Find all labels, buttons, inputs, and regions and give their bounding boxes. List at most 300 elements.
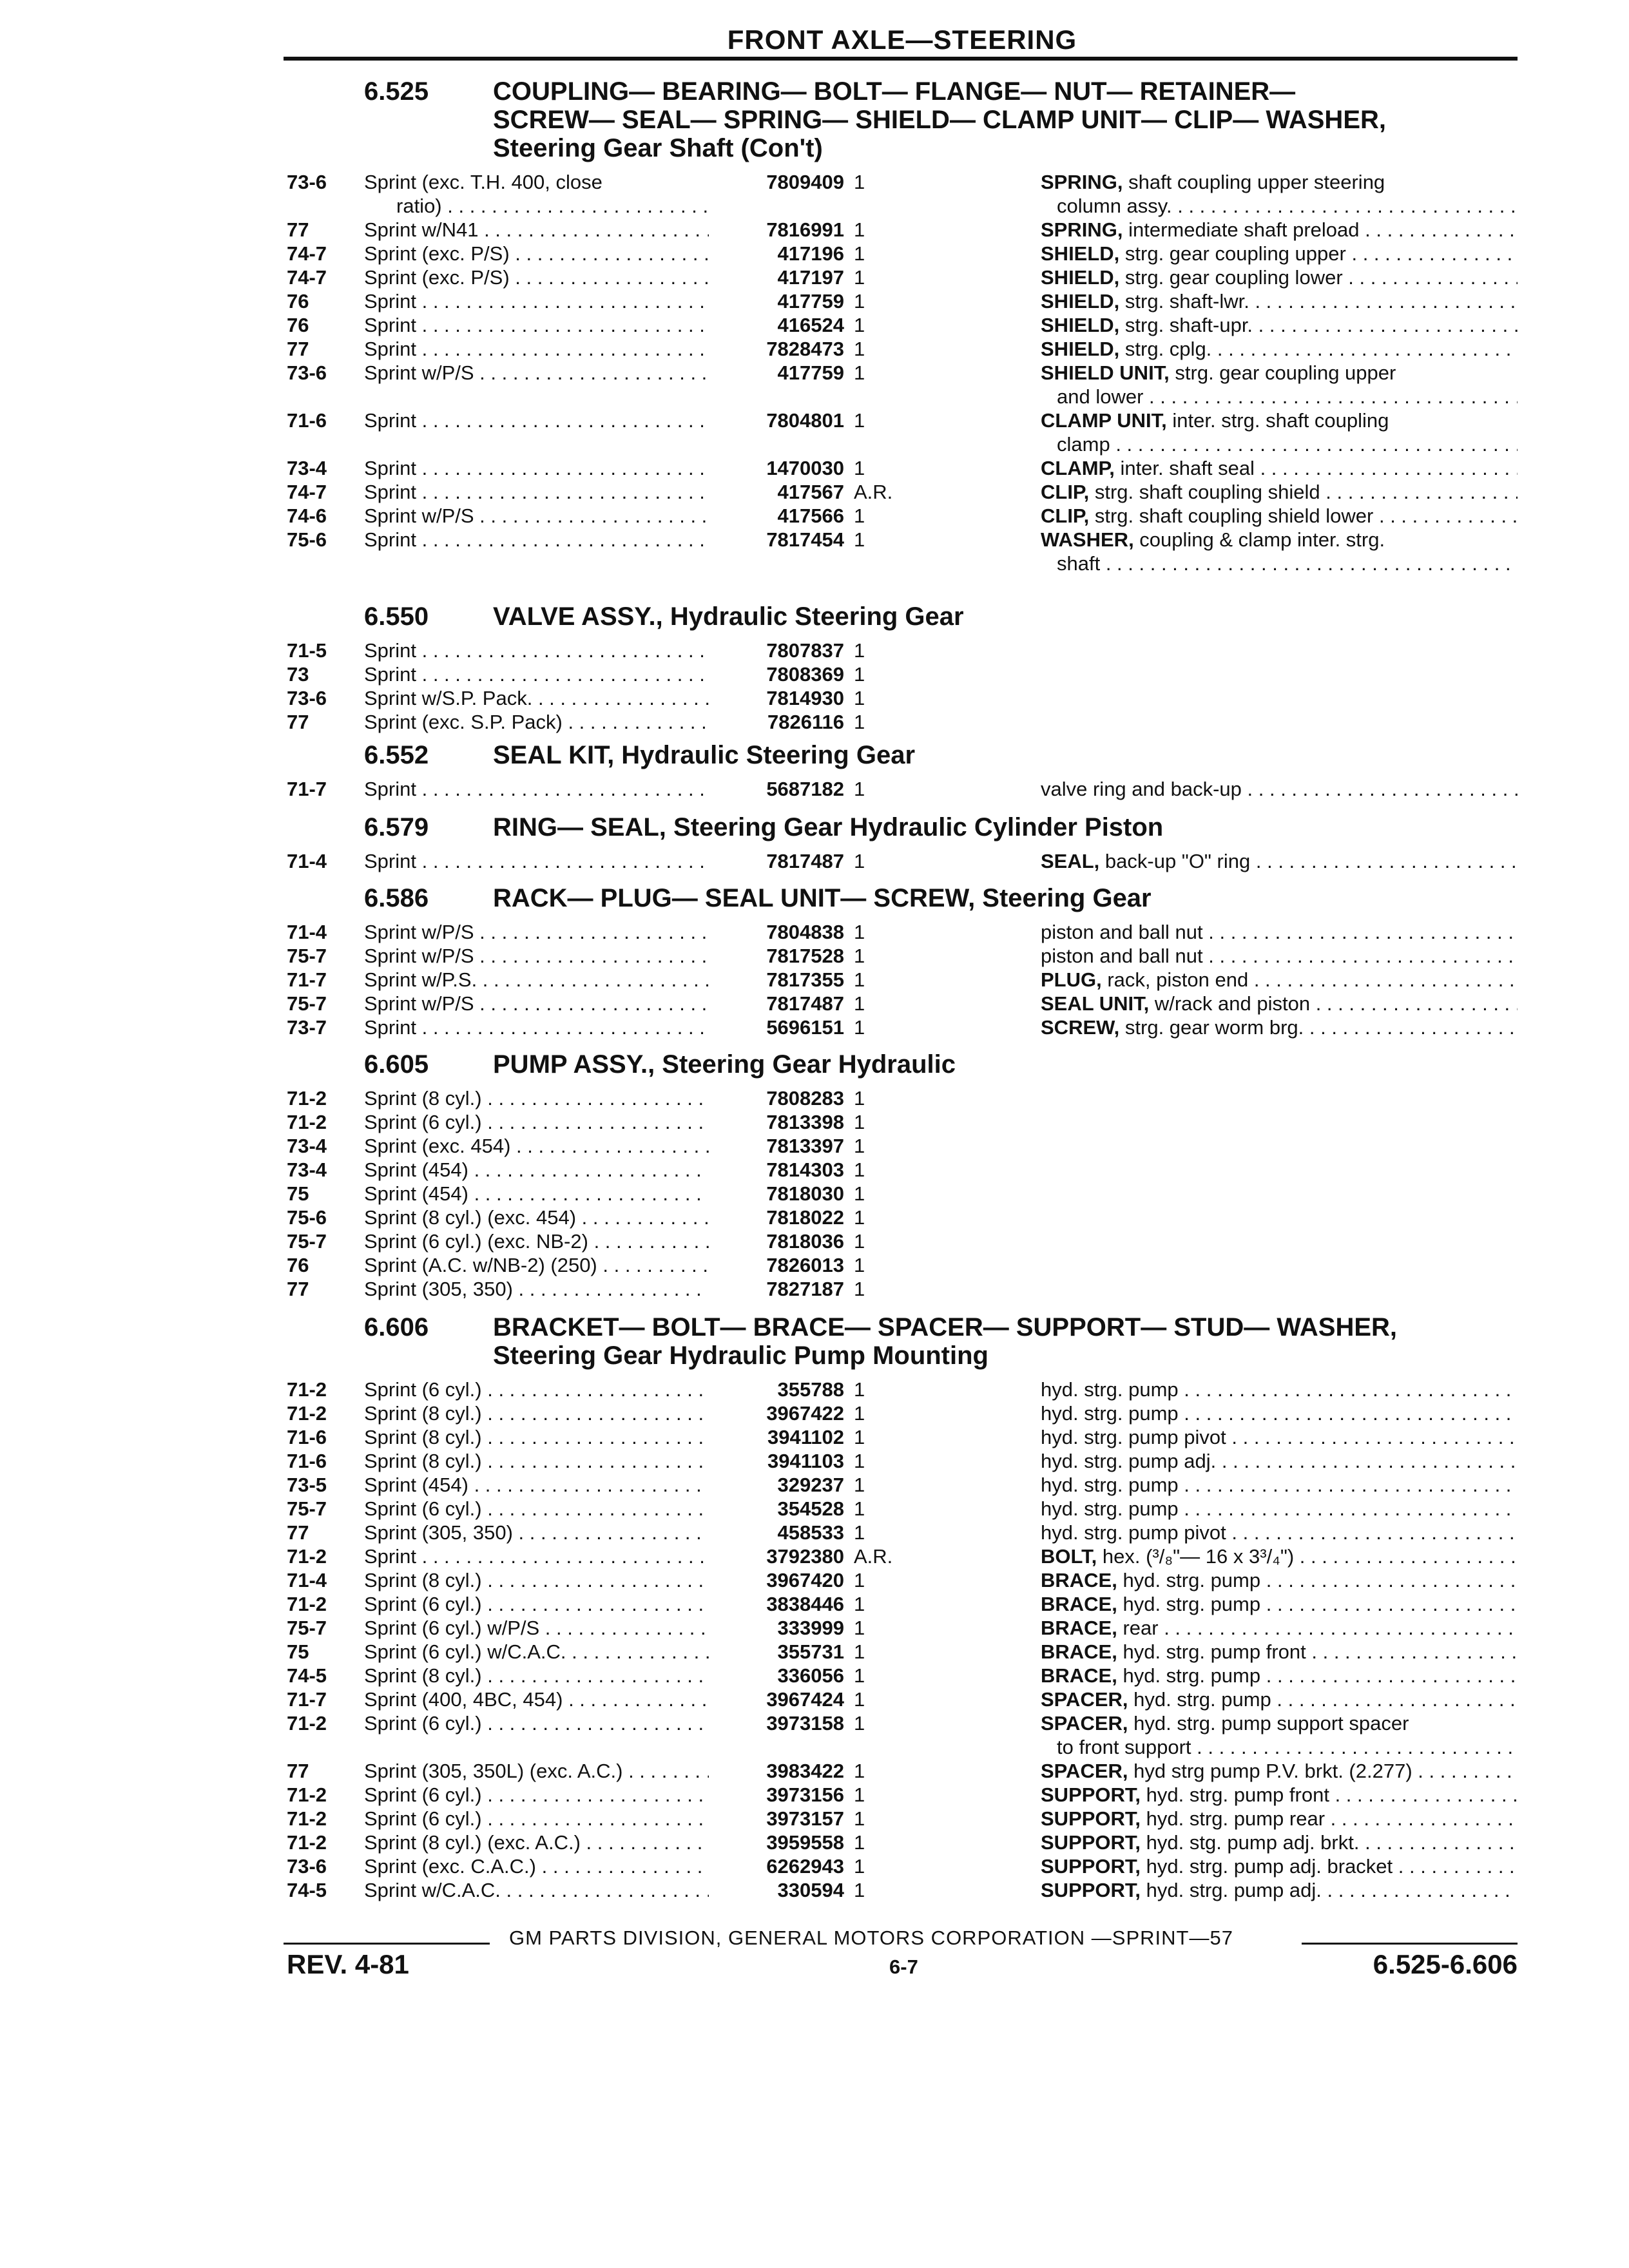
quantity: 1 <box>854 711 865 733</box>
figure-ref: 71-2 <box>287 1783 327 1806</box>
figure-ref: 73-6 <box>287 1855 327 1878</box>
quantity: 1 <box>854 1254 865 1276</box>
part-description-cont: to front support . . . <box>1057 1735 1518 1759</box>
quantity: 1 <box>854 968 865 991</box>
quantity: 1 <box>854 1760 865 1782</box>
part-description <box>1041 1759 1518 1783</box>
part-detail: strg. shaft-upr. <box>1119 314 1253 336</box>
part-description <box>1041 313 1518 337</box>
part-description <box>1041 408 1518 432</box>
part-number: 3973156 <box>766 1783 844 1806</box>
part-detail: hyd. strg. pump <box>1041 1497 1179 1520</box>
parts-list <box>0 1378 1629 1902</box>
part-name: CLAMP, <box>1041 457 1115 479</box>
part-number: 3967420 <box>766 1569 844 1591</box>
quantity: 1 <box>854 1087 865 1110</box>
quantity: 1 <box>854 778 865 800</box>
figure-ref: 73-6 <box>287 687 327 709</box>
part-number: 7817528 <box>766 945 844 967</box>
part-description <box>1041 992 1518 1015</box>
section-title-line: SCREW— SEAL— SPRING— SHIELD— CLAMP UNIT— CLIP— WASHER, <box>493 106 1386 134</box>
quantity: 1 <box>854 409 865 432</box>
part-detail: hyd. stg. pump adj. brkt. <box>1141 1831 1360 1854</box>
part-description <box>1041 1378 1518 1401</box>
quantity: 1 <box>854 850 865 872</box>
part-name: CLIP, <box>1041 481 1090 503</box>
part-number: 417759 <box>777 361 844 384</box>
section-number: 6.525 <box>364 77 429 106</box>
part-number: 7814930 <box>766 687 844 709</box>
section-heading <box>364 813 1524 841</box>
section-6-552 <box>0 741 1629 801</box>
part-description <box>1041 1854 1518 1878</box>
quantity: 1 <box>854 528 865 551</box>
figure-ref: 75-7 <box>287 945 327 967</box>
part-description-cont: clamp . . . <box>1057 432 1518 456</box>
part-detail: hyd. strg. pump pivot <box>1041 1426 1226 1448</box>
section-title-line: VALVE ASSY., Hydraulic Steering Gear <box>493 602 964 631</box>
figure-ref: 74-7 <box>287 242 327 265</box>
part-description <box>1041 1878 1518 1902</box>
figure-ref: 75 <box>287 1640 309 1663</box>
figure-ref: 71-2 <box>287 1111 327 1133</box>
figure-ref: 74-6 <box>287 505 327 527</box>
model-applicability: Sprint . . . <box>364 662 709 686</box>
part-description <box>1041 242 1518 265</box>
part-row <box>0 1878 1629 1902</box>
model-applicability: Sprint (400, 4BC, 454) . . . <box>364 1687 709 1711</box>
part-detail: strg. shaft coupling shield lower <box>1089 505 1374 527</box>
part-description <box>1041 1687 1518 1711</box>
part-row <box>0 1783 1629 1807</box>
part-row <box>0 265 1629 289</box>
section-heading <box>364 77 1524 162</box>
section-title-line: Steering Gear Hydraulic Pump Mounting <box>493 1341 988 1370</box>
part-name: SPRING, <box>1041 218 1123 241</box>
part-number: 7816991 <box>766 218 844 241</box>
part-row <box>0 1807 1629 1831</box>
model-applicability: Sprint . . . <box>364 849 709 873</box>
part-row <box>0 1497 1629 1521</box>
figure-ref: 77 <box>287 1760 309 1782</box>
part-number: 7808369 <box>766 663 844 686</box>
quantity: 1 <box>854 921 865 943</box>
model-applicability: Sprint (6 cyl.) w/P/S . . . <box>364 1616 709 1640</box>
part-description <box>1041 920 1518 944</box>
figure-ref: 71-2 <box>287 1831 327 1854</box>
part-row <box>0 1378 1629 1401</box>
quantity: 1 <box>854 1569 865 1591</box>
quantity: 1 <box>854 1617 865 1639</box>
model-applicability: Sprint (305, 350) . . . <box>364 1521 709 1544</box>
part-row <box>0 1206 1629 1229</box>
part-number: 7804801 <box>766 409 844 432</box>
part-row <box>0 1640 1629 1664</box>
part-row <box>0 1831 1629 1854</box>
figure-ref: 71-6 <box>287 1450 327 1472</box>
parts-list <box>0 170 1629 575</box>
part-number: 3973158 <box>766 1712 844 1735</box>
model-applicability: Sprint (6 cyl.) . . . <box>364 1711 709 1735</box>
part-description <box>1041 1449 1518 1473</box>
model-applicability: Sprint (8 cyl.) . . . <box>364 1086 709 1110</box>
part-row <box>0 528 1629 575</box>
part-description <box>1041 1544 1518 1568</box>
part-name: SHIELD, <box>1041 314 1120 336</box>
model-applicability: Sprint (8 cyl.) . . . <box>364 1664 709 1687</box>
model-applicability: Sprint (exc. C.A.C.) . . . <box>364 1854 709 1878</box>
part-number: 3967424 <box>766 1688 844 1711</box>
figure-ref: 73-6 <box>287 361 327 384</box>
quantity: 1 <box>854 1230 865 1253</box>
part-row <box>0 337 1629 361</box>
part-description <box>1041 504 1518 528</box>
part-detail: hyd. strg. pump support spacer <box>1128 1712 1409 1735</box>
part-number: 3959558 <box>766 1831 844 1854</box>
part-detail: back-up "O" ring <box>1099 850 1251 872</box>
model-applicability: Sprint w/N41 . . . <box>364 218 709 242</box>
section-number: 6.579 <box>364 813 429 841</box>
quantity: 1 <box>854 1402 865 1425</box>
figure-ref: 77 <box>287 1521 309 1544</box>
quantity: 1 <box>854 1664 865 1687</box>
part-number: 6262943 <box>766 1855 844 1878</box>
part-detail: intermediate shaft preload <box>1123 218 1360 241</box>
part-description-cont: column assy. . . . <box>1057 194 1518 218</box>
section-heading <box>364 884 1524 912</box>
figure-ref: 75-7 <box>287 992 327 1015</box>
figure-ref: 71-2 <box>287 1402 327 1425</box>
figure-ref: 77 <box>287 218 309 241</box>
part-number: 7817454 <box>766 528 844 551</box>
figure-ref: 71-5 <box>287 639 327 662</box>
part-row <box>0 1664 1629 1687</box>
figure-ref: 71-6 <box>287 409 327 432</box>
figure-ref: 77 <box>287 711 309 733</box>
part-detail: strg. shaft-lwr. <box>1119 290 1249 312</box>
model-applicability: Sprint . . . <box>364 408 709 432</box>
model-applicability: Sprint . . . <box>364 337 709 361</box>
part-number: 355731 <box>777 1640 844 1663</box>
part-number: 3973157 <box>766 1807 844 1830</box>
part-row <box>0 1544 1629 1568</box>
part-row <box>0 1425 1629 1449</box>
model-applicability: Sprint (exc. P/S) . . . <box>364 265 709 289</box>
quantity: 1 <box>854 1855 865 1878</box>
section-heading <box>364 602 1524 631</box>
part-number: 336056 <box>777 1664 844 1687</box>
part-detail: hyd. strg. pump <box>1117 1569 1261 1591</box>
part-name: CLAMP UNIT, <box>1041 409 1167 432</box>
part-number: 354528 <box>777 1497 844 1520</box>
quantity: 1 <box>854 1278 865 1300</box>
part-number: 3967422 <box>766 1402 844 1425</box>
quantity: 1 <box>854 1158 865 1181</box>
part-row <box>0 1759 1629 1783</box>
footer-rule-right <box>1302 1943 1518 1945</box>
part-detail: inter. strg. shaft coupling <box>1166 409 1389 432</box>
model-applicability: Sprint w/P/S . . . <box>364 504 709 528</box>
part-detail: hyd. strg. pump adj. <box>1041 1450 1217 1472</box>
model-applicability: Sprint (8 cyl.) . . . <box>364 1401 709 1425</box>
model-applicability: Sprint (6 cyl.) . . . <box>364 1110 709 1134</box>
section-title-line: RACK— PLUG— SEAL UNIT— SCREW, Steering Gear <box>493 884 1152 912</box>
page-number: 6-7 <box>889 1956 918 1978</box>
part-number: 7817487 <box>766 992 844 1015</box>
part-description <box>1041 289 1518 313</box>
part-number: 329237 <box>777 1474 844 1496</box>
part-number: 355788 <box>777 1378 844 1401</box>
part-name: BRACE, <box>1041 1617 1117 1639</box>
part-description <box>1041 1568 1518 1592</box>
part-number: 417566 <box>777 505 844 527</box>
model-applicability: Sprint (305, 350) . . . <box>364 1277 709 1301</box>
part-row <box>0 920 1629 944</box>
part-row <box>0 289 1629 313</box>
quantity: 1 <box>854 1206 865 1229</box>
model-applicability: Sprint w/P.S. . . . <box>364 968 709 992</box>
figure-ref: 75 <box>287 1182 309 1205</box>
part-row <box>0 456 1629 480</box>
model-applicability: Sprint (exc. S.P. Pack) . . . <box>364 710 709 734</box>
part-row <box>0 1401 1629 1425</box>
part-description <box>1041 1497 1518 1521</box>
section-title-line: PUMP ASSY., Steering Gear Hydraulic <box>493 1050 956 1079</box>
model-applicability: Sprint (305, 350L) (exc. A.C.) . . . <box>364 1759 709 1783</box>
part-number: 7826116 <box>767 711 844 733</box>
model-applicability: Sprint w/P/S . . . <box>364 361 709 385</box>
parts-list <box>0 639 1629 734</box>
part-name: SPACER, <box>1041 1760 1128 1782</box>
section-title-line: BRACKET— BOLT— BRACE— SPACER— SUPPORT— STUD— WASHER, <box>493 1313 1398 1341</box>
part-row <box>0 1473 1629 1497</box>
figure-ref: 75-6 <box>287 528 327 551</box>
part-row <box>0 777 1629 801</box>
part-name: SUPPORT, <box>1041 1855 1141 1878</box>
model-applicability: Sprint (8 cyl.) . . . <box>364 1449 709 1473</box>
section-number: 6.605 <box>364 1050 429 1079</box>
figure-ref: 74-7 <box>287 481 327 503</box>
part-detail: hyd. strg. pump <box>1041 1378 1179 1401</box>
part-detail: hyd. strg. pump pivot <box>1041 1521 1226 1544</box>
figure-ref: 73-4 <box>287 457 327 479</box>
figure-ref: 76 <box>287 314 309 336</box>
quantity: 1 <box>854 505 865 527</box>
figure-ref: 71-7 <box>287 968 327 991</box>
model-applicability: Sprint . . . <box>364 1544 709 1568</box>
model-applicability: Sprint (6 cyl.) w/C.A.C. . . . <box>364 1640 709 1664</box>
section-number: 6.606 <box>364 1313 429 1341</box>
part-name: BRACE, <box>1041 1593 1117 1615</box>
quantity: 1 <box>854 457 865 479</box>
model-applicability: Sprint w/S.P. Pack. . . . <box>364 686 709 710</box>
quantity: 1 <box>854 663 865 686</box>
quantity: A.R. <box>854 1545 893 1568</box>
part-number: 417567 <box>777 481 844 503</box>
part-name: SUPPORT, <box>1041 1807 1141 1830</box>
part-description-cont: shaft . . . <box>1057 552 1518 575</box>
section-heading <box>364 1313 1524 1370</box>
figure-ref: 71-6 <box>287 1426 327 1448</box>
part-description <box>1041 1616 1518 1640</box>
part-description <box>1041 968 1518 992</box>
section-6-550 <box>0 602 1629 734</box>
part-detail: strg. shaft coupling shield <box>1089 481 1320 503</box>
figure-ref: 71-4 <box>287 850 327 872</box>
part-number: 458533 <box>777 1521 844 1544</box>
quantity: 1 <box>854 1807 865 1830</box>
part-number: 3838446 <box>766 1593 844 1615</box>
quantity: 1 <box>854 171 865 193</box>
figure-ref: 77 <box>287 338 309 360</box>
model-applicability: Sprint (exc. T.H. 400, close <box>364 171 602 193</box>
figure-ref: 75-7 <box>287 1230 327 1253</box>
part-number: 7818022 <box>766 1206 844 1229</box>
figure-ref: 71-2 <box>287 1807 327 1830</box>
part-number: 7814303 <box>766 1158 844 1181</box>
part-description <box>1041 1831 1518 1854</box>
part-name: BRACE, <box>1041 1664 1117 1687</box>
part-number: 417196 <box>777 242 844 265</box>
part-description <box>1041 265 1518 289</box>
model-applicability: Sprint . . . <box>364 456 709 480</box>
model-applicability: Sprint (8 cyl.) (exc. A.C.) . . . <box>364 1831 709 1854</box>
part-name: SUPPORT, <box>1041 1783 1141 1806</box>
model-applicability: Sprint (6 cyl.) . . . <box>364 1592 709 1616</box>
part-description <box>1041 1711 1518 1735</box>
part-description <box>1041 849 1518 873</box>
parts-list <box>0 1086 1629 1301</box>
quantity: 1 <box>854 1688 865 1711</box>
part-row <box>0 408 1629 456</box>
model-applicability: Sprint w/P/S . . . <box>364 992 709 1015</box>
part-detail: hyd. strg. pump <box>1117 1664 1261 1687</box>
revision-label: REV. 4-81 <box>287 1949 409 1979</box>
part-description <box>1041 1807 1518 1831</box>
part-name: SHIELD, <box>1041 290 1120 312</box>
quantity: 1 <box>854 1474 865 1496</box>
part-description <box>1041 777 1518 801</box>
model-applicability: Sprint (8 cyl.) . . . <box>364 1568 709 1592</box>
section-title-line: COUPLING— BEARING— BOLT— FLANGE— NUT— RETAINER— <box>493 77 1296 106</box>
part-detail: piston and ball nut <box>1041 921 1203 943</box>
part-description <box>1041 480 1518 504</box>
model-applicability: Sprint . . . <box>364 480 709 504</box>
part-row <box>0 849 1629 873</box>
quantity: 1 <box>854 242 865 265</box>
section-6-579 <box>0 813 1629 873</box>
part-row <box>0 1592 1629 1616</box>
part-description <box>1041 218 1518 242</box>
part-name: SHIELD, <box>1041 266 1120 289</box>
part-detail: strg. gear coupling upper <box>1119 242 1346 265</box>
part-row <box>0 1253 1629 1277</box>
figure-ref: 71-2 <box>287 1593 327 1615</box>
part-row <box>0 361 1629 408</box>
part-description <box>1041 1592 1518 1616</box>
figure-ref: 77 <box>287 1278 309 1300</box>
part-name: BRACE, <box>1041 1569 1117 1591</box>
part-detail: hyd. strg. pump <box>1117 1593 1261 1615</box>
model-applicability: Sprint (6 cyl.) . . . <box>364 1378 709 1401</box>
quantity: 1 <box>854 945 865 967</box>
part-row <box>0 944 1629 968</box>
quantity: 1 <box>854 639 865 662</box>
figure-ref: 74-5 <box>287 1879 327 1901</box>
part-detail: inter. shaft seal <box>1114 457 1255 479</box>
part-row <box>0 1110 1629 1134</box>
part-number: 417197 <box>777 266 844 289</box>
part-row <box>0 1277 1629 1301</box>
part-name: SPACER, <box>1041 1712 1128 1735</box>
part-row <box>0 1086 1629 1110</box>
quantity: 1 <box>854 1831 865 1854</box>
model-applicability: Sprint (454) . . . <box>364 1473 709 1497</box>
quantity: 1 <box>854 1783 865 1806</box>
part-description <box>1041 1664 1518 1687</box>
part-row <box>0 1521 1629 1544</box>
part-row <box>0 242 1629 265</box>
model-applicability: Sprint w/P/S . . . <box>364 944 709 968</box>
section-6-525 <box>0 77 1629 575</box>
model-applicability: Sprint (exc. 454) . . . <box>364 1134 709 1158</box>
part-detail: hyd. strg. pump adj. <box>1141 1879 1322 1901</box>
part-detail: strg. gear coupling upper <box>1169 361 1396 384</box>
part-row <box>0 480 1629 504</box>
quantity: 1 <box>854 1640 865 1663</box>
quantity: A.R. <box>854 481 893 503</box>
part-row <box>0 313 1629 337</box>
part-detail: hyd. strg. pump rear <box>1141 1807 1325 1830</box>
part-detail: piston and ball nut <box>1041 945 1203 967</box>
model-applicability: Sprint . . . <box>364 1015 709 1039</box>
part-detail: w/rack and piston <box>1149 992 1311 1015</box>
part-name: WASHER, <box>1041 528 1134 551</box>
section-title-line: RING— SEAL, Steering Gear Hydraulic Cylinder Piston <box>493 813 1164 841</box>
figure-ref: 73-5 <box>287 1474 327 1496</box>
part-name: SHIELD, <box>1041 338 1120 360</box>
part-detail: rear <box>1117 1617 1159 1639</box>
quantity: 1 <box>854 1593 865 1615</box>
part-detail: rack, piston end <box>1101 968 1249 991</box>
part-description <box>1041 1521 1518 1544</box>
part-number: 7808283 <box>766 1087 844 1110</box>
footer-rule-left <box>284 1943 490 1945</box>
figure-ref: 75-7 <box>287 1617 327 1639</box>
part-detail: hex. (³/₈"— 16 x 3³/₄") <box>1097 1545 1295 1568</box>
part-number: 1470030 <box>766 457 844 479</box>
figure-ref: 76 <box>287 290 309 312</box>
model-applicability: Sprint . . . <box>364 639 709 662</box>
model-applicability: Sprint (A.C. w/NB-2) (250) . . . <box>364 1253 709 1277</box>
part-detail: coupling & clamp inter. strg. <box>1133 528 1385 551</box>
part-detail: valve ring and back-up <box>1041 778 1242 800</box>
quantity: 1 <box>854 290 865 312</box>
part-description <box>1041 944 1518 968</box>
quantity: 1 <box>854 992 865 1015</box>
part-detail: hyd strg pump P.V. brkt. (2.277) <box>1128 1760 1412 1782</box>
section-title-line: Steering Gear Shaft (Con't) <box>493 134 823 162</box>
quantity: 1 <box>854 1450 865 1472</box>
section-number: 6.586 <box>364 884 429 912</box>
part-row <box>0 662 1629 686</box>
part-row <box>0 1854 1629 1878</box>
quantity: 1 <box>854 1521 865 1544</box>
model-applicability: Sprint (6 cyl.) . . . <box>364 1807 709 1831</box>
quantity: 1 <box>854 1497 865 1520</box>
part-number: 7809409 <box>766 171 844 193</box>
part-row <box>0 1616 1629 1640</box>
